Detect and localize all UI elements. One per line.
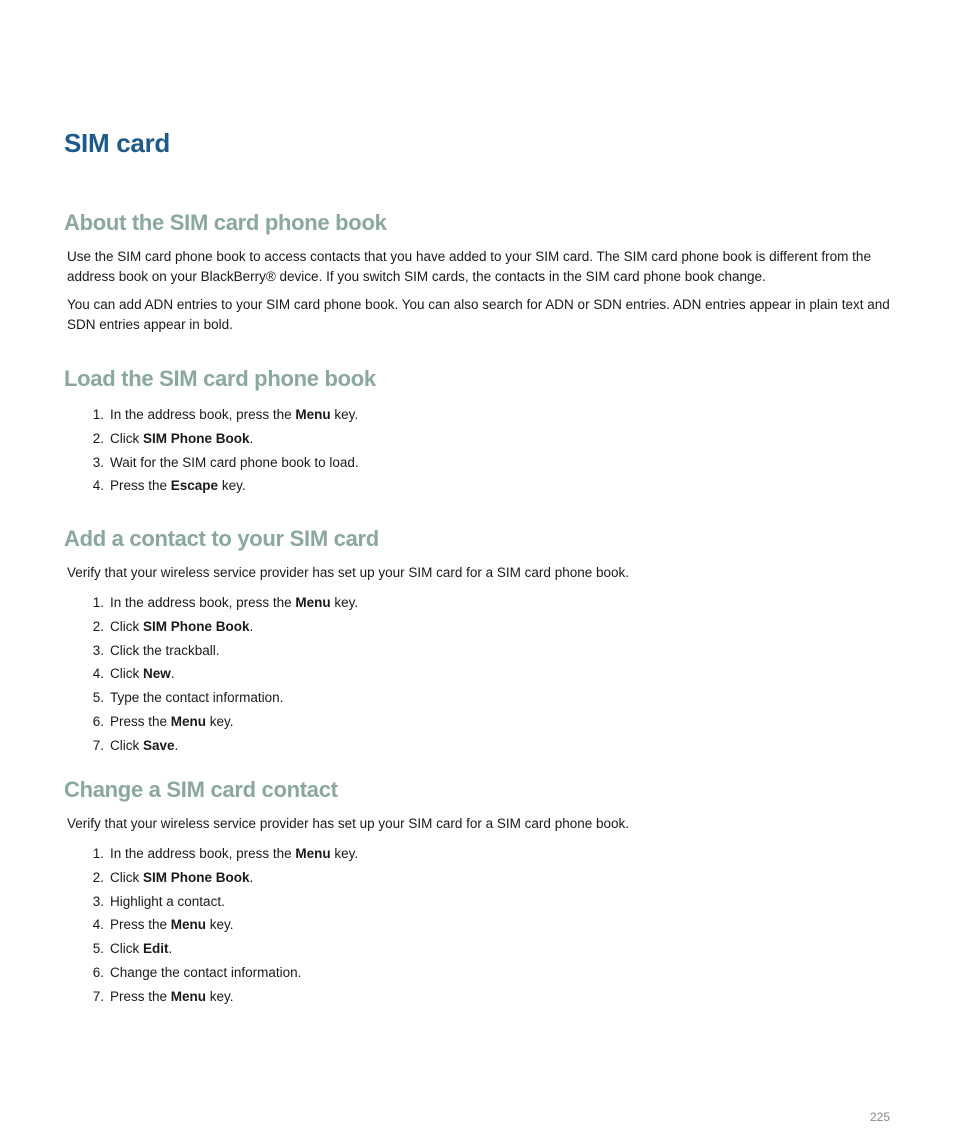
list-item: [64, 866, 904, 890]
step-text: In the address book, press the: [110, 595, 296, 610]
step-keyword: Save: [143, 737, 175, 753]
step-keyword: Menu: [170, 713, 207, 729]
step-number: 2.: [92, 618, 104, 634]
step-text: Click: [110, 869, 143, 885]
step-text-end: key.: [330, 846, 359, 861]
step-text-end: .: [249, 618, 254, 634]
step-keyword: Escape: [170, 478, 219, 494]
step-text-end: key.: [206, 713, 234, 729]
step-number: 2.: [92, 430, 104, 446]
step-keyword: Menu: [170, 917, 207, 933]
step-text: Press the: [110, 917, 171, 933]
list-item: [64, 403, 904, 427]
list-item: [64, 686, 904, 710]
section-load-sim-phone-book: [64, 365, 904, 498]
step-number: 3.: [92, 642, 104, 658]
step-keyword: Menu: [170, 988, 207, 1004]
paragraph: You can add ADN entries to your SIM card phone book. You can also search for ADN or SDN entries. ADN entries appear in plain text and SDN entries appear in bold.: [67, 297, 890, 332]
step-number: 7.: [92, 988, 104, 1004]
step-text: Click: [110, 737, 143, 753]
step-number: 1.: [92, 595, 104, 610]
step-text-end: .: [249, 430, 254, 446]
step-keyword: Menu: [295, 407, 331, 422]
step-text-end: .: [168, 941, 173, 957]
step-text: Click: [110, 666, 143, 682]
step-keyword: Menu: [295, 846, 331, 861]
paragraph: Verify that your wireless service provider has set up your SIM card for a SIM card phone book.: [67, 565, 630, 580]
step-number: 4.: [92, 478, 104, 494]
step-number: 5.: [92, 941, 104, 957]
list-item: [64, 890, 904, 914]
step-number: 7.: [92, 737, 104, 753]
step-text-end: key.: [206, 917, 234, 933]
step-keyword: New: [143, 666, 171, 682]
step-number: 5.: [92, 690, 104, 706]
step-text: Type the contact information.: [110, 690, 284, 706]
list-item: [64, 710, 904, 734]
section-change-contact: [64, 776, 904, 1009]
step-text-end: .: [174, 737, 179, 753]
list-item: [64, 639, 904, 663]
list-item: [64, 913, 904, 937]
step-number: 2.: [92, 869, 104, 885]
step-text: Press the: [110, 713, 171, 729]
step-text-end: key.: [330, 595, 359, 610]
step-text: In the address book, press the: [110, 407, 296, 422]
step-text: Click the trackball.: [110, 642, 220, 658]
step-text: Press the: [110, 988, 171, 1004]
list-item: [64, 591, 904, 615]
step-number: 3.: [92, 893, 104, 909]
section-heading: About the SIM card phone book: [64, 210, 387, 235]
step-text-end: .: [249, 869, 254, 885]
step-number: 4.: [92, 917, 104, 933]
step-keyword: SIM Phone Book: [143, 869, 250, 885]
step-number: 1.: [92, 846, 104, 861]
section-about-sim-phone-book: [64, 209, 904, 343]
step-number: 6.: [92, 713, 104, 729]
list-item: [64, 937, 904, 961]
step-text: Wait for the SIM card phone book to load.: [110, 454, 359, 470]
step-text: Change the contact information.: [110, 964, 302, 980]
step-keyword: Menu: [295, 595, 331, 610]
step-keyword: Edit: [143, 941, 169, 957]
list-item: [64, 451, 904, 475]
list-item: [64, 961, 904, 985]
section-add-contact: [64, 525, 904, 758]
step-keyword: SIM Phone Book: [143, 430, 250, 446]
steps-list: [64, 842, 904, 1009]
step-text-end: key.: [206, 988, 234, 1004]
section-heading: Load the SIM card phone book: [64, 366, 376, 391]
list-item: [64, 427, 904, 451]
step-number: 1.: [92, 407, 104, 422]
step-number: 4.: [92, 666, 104, 682]
step-number: 6.: [92, 964, 104, 980]
step-text: In the address book, press the: [110, 846, 296, 861]
section-heading: Change a SIM card contact: [64, 777, 338, 802]
list-item: [64, 734, 904, 758]
step-text-end: key.: [218, 478, 246, 494]
list-item: [64, 842, 904, 866]
step-text: Click: [110, 618, 143, 634]
list-item: [64, 615, 904, 639]
list-item: [64, 474, 904, 498]
step-text: Click: [110, 941, 143, 957]
steps-list: [64, 591, 904, 758]
step-text: Highlight a contact.: [110, 893, 225, 909]
step-keyword: SIM Phone Book: [143, 618, 250, 634]
step-number: 3.: [92, 454, 104, 470]
paragraph: Use the SIM card phone book to access contacts that you have added to your SIM card. The SIM card phone book is different from the address book on your BlackBerry® device. If you switch SIM cards, the contacts in the SIM card phone book change.: [67, 249, 871, 284]
step-text-end: key.: [330, 407, 359, 422]
step-text: Click: [110, 430, 143, 446]
steps-list: [64, 403, 904, 498]
list-item: [64, 662, 904, 686]
step-text: Press the: [110, 478, 171, 494]
page-number: 225: [869, 1110, 890, 1124]
step-text-end: .: [170, 666, 175, 682]
section-heading: Add a contact to your SIM card: [64, 526, 379, 551]
paragraph: Verify that your wireless service provider has set up your SIM card for a SIM card phone book.: [67, 816, 630, 831]
list-item: [64, 985, 904, 1009]
page-title: SIM card: [64, 128, 170, 158]
